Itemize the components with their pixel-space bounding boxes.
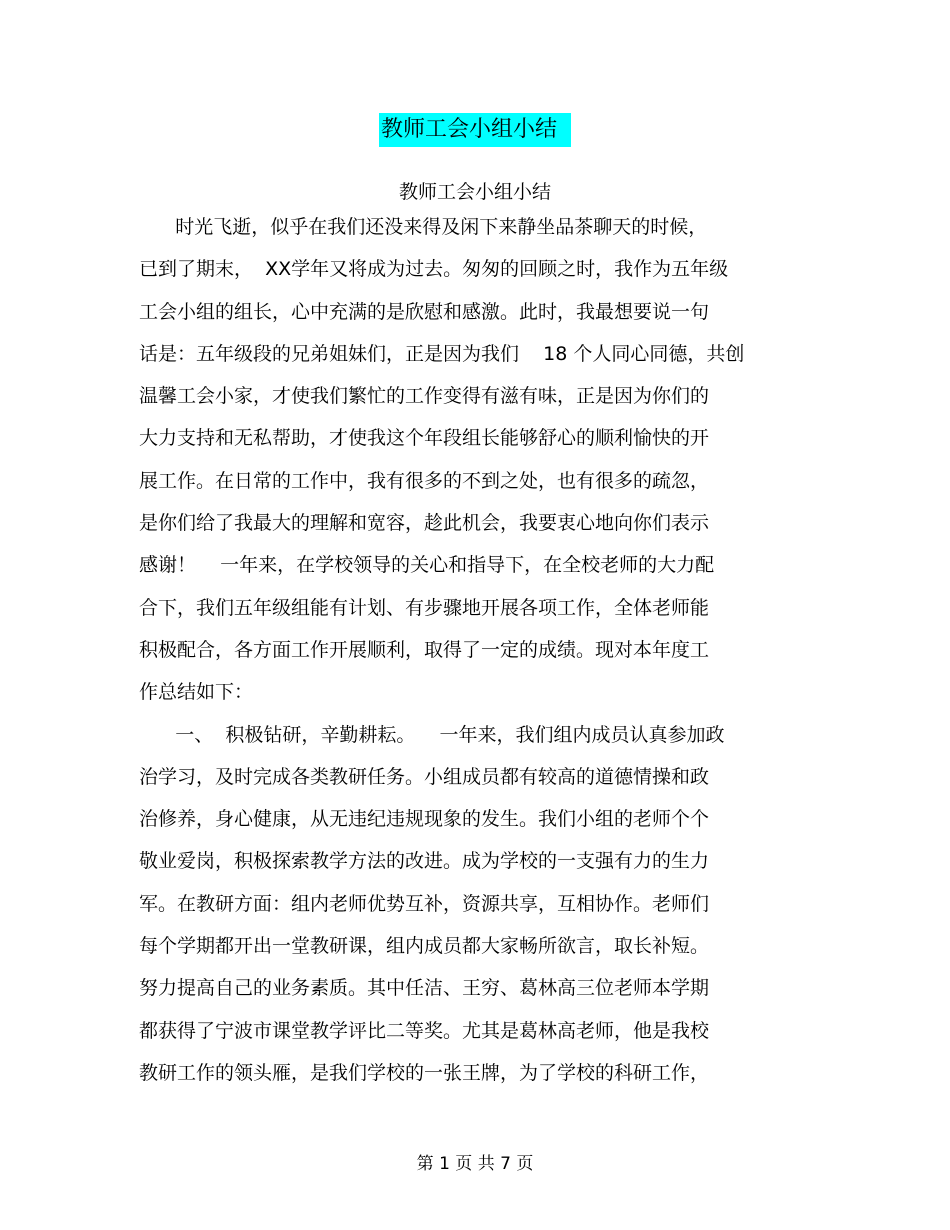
body-line: 是你们给了我最大的理解和宽容，趁此机会，我要衷心地向你们表示: [139, 512, 710, 535]
body-line: 敬业爱岗，积极探索教学方法的改进。成为学校的一支强有力的生力: [139, 850, 710, 873]
body-line: 积极配合，各方面工作开展顺利，取得了一定的成绩。现对本年度工: [139, 638, 710, 661]
body-line: 努力提高自己的业务素质。其中任洁、王穷、葛林高三位老师本学期: [139, 977, 710, 1000]
document-subtitle: 教师工会小组小结: [398, 181, 551, 203]
body-line: 都获得了宁波市课堂教学评比二等奖。尤其是葛林高老师，他是我校: [139, 1019, 710, 1042]
body-line: 治学习，及时完成各类教研任务。小组成员都有较高的道德情操和政: [139, 765, 710, 788]
body-line: 合下，我们五年级组能有计划、有步骤地开展各项工作，全体老师能: [139, 596, 710, 619]
body-line: 温馨工会小家，才使我们繁忙的工作变得有滋有味，正是因为你们的: [139, 385, 710, 408]
body-line: 军。在教研方面：组内老师优势互补，资源共享，互相协作。老师们: [139, 892, 710, 915]
body-line: 工会小组的组长，心中充满的是欣慰和感激。此时，我最想要说一句: [139, 300, 710, 323]
page-number-footer: 第 1 页 共 7 页: [416, 1154, 534, 1174]
body-line: 每个学期都开出一堂教研课，组内成员都大家畅所欲言，取长补短。: [139, 935, 710, 958]
body-line: 教研工作的领头雁，是我们学校的一张王牌，为了学校的科研工作，: [139, 1061, 710, 1084]
body-line: 治修养，身心健康，从无违纪违规现象的发生。我们小组的老师个个: [139, 808, 710, 831]
title-container: [0, 113, 950, 147]
body-line: 一、 积极钻研，辛勤耕耘。 一年来，我们组内成员认真参加政: [139, 723, 725, 746]
body-line: 已到了期末， XX学年又将成为过去。匆匆的回顾之时，我作为五年级: [139, 258, 729, 281]
document-body: [139, 206, 819, 1094]
body-line: 大力支持和无私帮助，才使我这个年段组长能够舒心的顺利愉快的开: [139, 427, 710, 450]
body-line: 展工作。在日常的工作中，我有很多的不到之处，也有很多的疏忽，: [139, 469, 710, 492]
body-line: 感谢！ 一年来，在学校领导的关心和指导下，在全校老师的大力配: [139, 554, 715, 577]
body-line: 话是：五年级段的兄弟姐妹们，正是因为我们 18 个人同心同德，共创: [139, 342, 745, 365]
body-line: 作总结如下：: [139, 681, 254, 704]
body-line: 时光飞逝，似乎在我们还没来得及闲下来静坐品茶聊天的时候，: [139, 216, 708, 238]
document-title: 教师工会小组小结: [379, 113, 571, 147]
